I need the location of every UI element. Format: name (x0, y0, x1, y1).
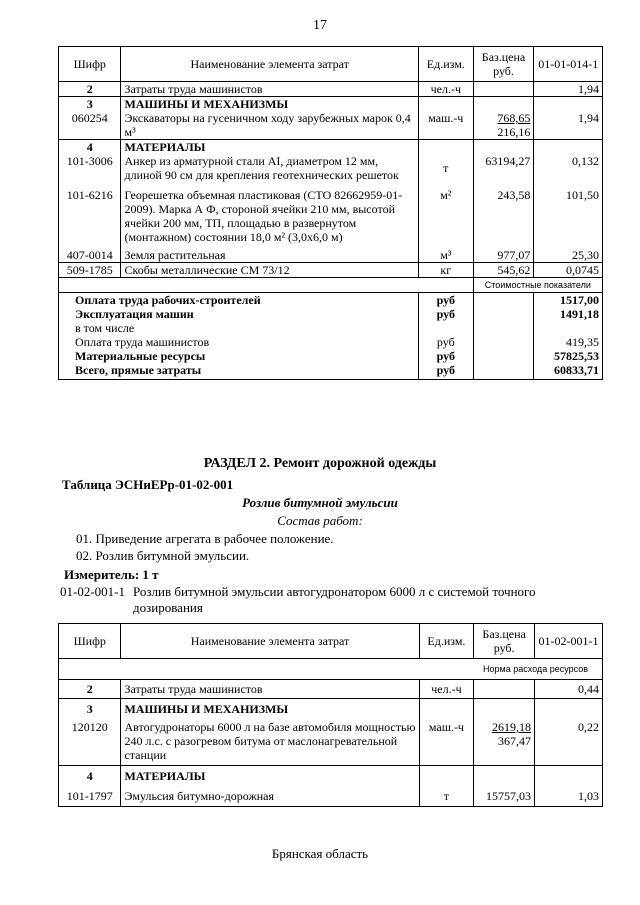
table-row (59, 680, 603, 699)
row-unit: м² (418, 182, 473, 244)
table-label: Таблица ЭСНиЕРр-01-02-001 (62, 477, 234, 492)
table-row (59, 716, 603, 766)
table-row (59, 82, 603, 97)
section-code: 3 (59, 699, 121, 717)
row-code: 101-6216 (59, 182, 121, 244)
total-value: 419,35 (534, 335, 603, 349)
price-labor: 367,47 (498, 734, 532, 748)
row-name: Экскаваторы на гусеничном ходу зарубежных марок 0,4 м³ (121, 111, 418, 140)
row-unit: м³ (418, 244, 473, 263)
table-row (59, 111, 603, 140)
header-unit: Ед.изм. (418, 47, 473, 82)
header-norm: 01-02-001-1 (535, 624, 603, 659)
work-subtitle: Состав работ: (277, 513, 363, 528)
table-row (59, 783, 603, 807)
row-value: 101,50 (534, 182, 603, 244)
row-code: 060254 (59, 111, 121, 140)
row-unit: кг (418, 263, 473, 278)
section-title: МАТЕРИАЛЫ (121, 766, 419, 784)
totals-row (59, 335, 603, 349)
total-value: 60833,71 (534, 363, 603, 380)
row-value: 1,03 (535, 783, 603, 807)
row-unit: чел.-ч (418, 82, 473, 97)
row-price: 545,62 (473, 263, 534, 278)
row-value: 0,132 (534, 154, 603, 182)
work-step: 02. Розлив битумной эмульсии. (76, 548, 250, 563)
total-name: Всего, прямые затраты (59, 363, 419, 380)
row-code: 407-0014 (59, 244, 121, 263)
totals-row (59, 349, 603, 363)
section-code: 3 (59, 97, 121, 112)
table-row (59, 244, 603, 263)
row-code: 2 (59, 680, 121, 699)
total-unit: руб (418, 335, 473, 349)
row-unit: т (419, 783, 474, 807)
row-value: 1,94 (534, 111, 603, 140)
row-price (473, 111, 534, 140)
price-total: 2619,18 (492, 720, 532, 734)
row-value: 25,30 (534, 244, 603, 263)
table-row (59, 263, 603, 278)
row-name: Скобы металлические СМ 73/12 (121, 263, 418, 278)
total-name: Эксплуатация машин (59, 307, 419, 321)
row-name: Затраты труда машинистов (121, 82, 418, 97)
row-value: 0,0745 (534, 263, 603, 278)
cost-indicators-row (59, 278, 603, 293)
price-total: 768,65 (497, 111, 531, 125)
row-price: 63194,27 (473, 154, 534, 182)
section-row-machines (59, 699, 603, 717)
price-labor: 216,16 (497, 125, 531, 139)
total-unit: руб (418, 307, 473, 321)
total-name: Оплата труда рабочих-строителей (59, 293, 419, 308)
row-unit: маш.-ч (418, 111, 473, 140)
item-description: Розлив битумной эмульсии автогудронатором 6000 л с системой точного дозирования (133, 584, 536, 615)
row-unit: чел.-ч (419, 680, 474, 699)
totals-row (59, 293, 603, 308)
row-price: 15757,03 (474, 783, 535, 807)
section-row-materials (59, 140, 603, 155)
section-row-materials (59, 766, 603, 784)
footer-region: Брянская область (271, 846, 369, 861)
table-row (59, 154, 603, 182)
item-code: 01-02-001-1 (60, 584, 125, 599)
section-title: МАШИНЫ И МЕХАНИЗМЫ (121, 97, 418, 112)
estimate-table-1 (58, 46, 603, 380)
row-code: 509-1785 (59, 263, 121, 278)
header-code: Шифр (59, 47, 121, 82)
total-value: 1491,18 (534, 307, 603, 321)
cost-indicators-label: Стоимостные показатели (473, 278, 602, 293)
total-unit: руб (418, 363, 473, 380)
row-code: 101-3006 (59, 154, 121, 182)
header-price: Баз.цена руб. (474, 624, 535, 659)
totals-row (59, 307, 603, 321)
header-unit: Ед.изм. (419, 624, 474, 659)
item-code-line (60, 584, 580, 615)
row-name: Анкер из арматурной стали AI, диаметром 12 мм, длиной 90 см для крепления геотехнических решеток (121, 154, 418, 182)
row-value: 1,94 (534, 82, 603, 97)
total-unit: руб (418, 349, 473, 363)
work-title: Розлив битумной эмульсии (242, 495, 398, 510)
row-price (473, 82, 534, 97)
section-row-machines (59, 97, 603, 112)
total-name: в том числе (59, 321, 419, 335)
row-price: 243,58 (473, 182, 534, 244)
table-header-row (59, 624, 603, 659)
row-unit: т (418, 154, 473, 182)
row-code: 2 (59, 82, 121, 97)
section-code: 4 (59, 140, 121, 155)
total-name: Оплата труда машинистов (59, 335, 419, 349)
header-name: Наименование элемента затрат (121, 47, 418, 82)
estimate-table-2 (58, 623, 603, 807)
section-title: РАЗДЕЛ 2. Ремонт дорожной одежды (203, 456, 437, 471)
header-name: Наименование элемента затрат (121, 624, 419, 659)
total-value: 57825,53 (534, 349, 603, 363)
header-norm: 01-01-014-1 (534, 47, 603, 82)
row-price: 977,07 (473, 244, 534, 263)
section-title: МАШИНЫ И МЕХАНИЗМЫ (121, 699, 419, 717)
section-code: 4 (59, 766, 121, 784)
total-name: Материальные ресурсы (59, 349, 419, 363)
row-code: 120120 (59, 716, 121, 766)
row-code: 101-1797 (59, 783, 121, 807)
table-row (59, 182, 603, 244)
measure-unit: Измеритель: 1 т (64, 567, 159, 582)
row-name: Земля растительная (121, 244, 418, 263)
row-unit: маш.-ч (419, 716, 474, 766)
total-unit: руб (418, 293, 473, 308)
section-title: МАТЕРИАЛЫ (121, 140, 418, 155)
page-number: 17 (313, 18, 327, 33)
row-value: 0,44 (535, 680, 603, 699)
row-name: Затраты труда машинистов (121, 680, 419, 699)
row-value: 0,22 (535, 716, 603, 766)
row-name: Автогудронаторы 6000 л на базе автомобиля мощностью 240 л.с. с разогревом битума от маслонагревательной станции (121, 716, 419, 766)
work-step: 01. Приведение агрегата в рабочее положение. (76, 531, 334, 546)
header-price: Баз.цена руб. (473, 47, 534, 82)
row-name: Эмульсия битумно-дорожная (121, 783, 419, 807)
total-value: 1517,00 (534, 293, 603, 308)
header-code: Шифр (59, 624, 121, 659)
norm-label: Норма расхода ресурсов (59, 659, 603, 680)
row-price (474, 716, 535, 766)
totals-row (59, 363, 603, 380)
table-header-row (59, 47, 603, 82)
row-name: Георешетка объемная пластиковая (СТО 82662959-01-2009). Марка А Ф, стороной ячейки 210 мм, высотой ячейки 200 мм, ТП, площадью в развернутом (монтажном) состоянии 18,0 м² (3,0х6,0 м) (121, 182, 418, 244)
norm-label-row (59, 659, 603, 680)
totals-row (59, 321, 603, 335)
